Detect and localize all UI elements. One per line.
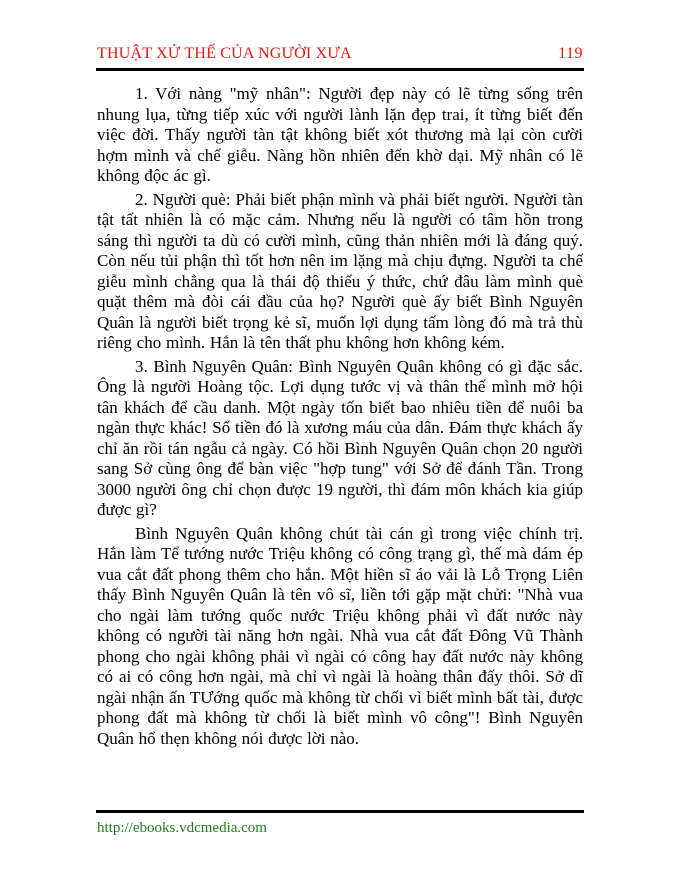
page-number: 119	[558, 45, 583, 62]
paragraph-1: 1. Với nàng "mỹ nhân": Người đẹp này có lẽ từng sống trên nhung lụa, từng tiếp xúc với người lành lặn đẹp trai, ít từng biết đến việc đời. Thấy người tàn tật không biết xót thương mà lại còn cười hợm mình và chế giễu. Nàng hồn nhiên đến khờ dại. Mỹ nhân có lẽ không độc ác gì.	[97, 84, 583, 185]
page-header	[97, 44, 583, 63]
paragraph-4: Bình Nguyên Quân không chút tài cán gì trong việc chính trị. Hắn làm Tể tướng nước Triệu không có công trạng gì, thế mà dám ép vua cắt đất phong thêm cho hắn. Một hiền sĩ áo vải là Lỗ Trọng Liên thấy Bình Nguyên Quân là tên vô sĩ, liền tới gặp mặt chửi: "Nhà vua cho ngài làm tướng quốc nước Triệu không phải vì đất nước này không có người tài năng hơn ngài. Nhà vua cắt đất Đông Vũ Thành phong cho ngài không phải vì ngài có công hay đất nước này không có ai có công hơn ngài, mà chỉ vì ngài là hoàng thân đấy thôi. Sở dĩ ngài nhận ấn TƯớng quốc mà không từ chối vì biết mình bất tài, được phong đất mà không từ chối là biết mình vô công"! Bình Nguyên Quân hổ thẹn không nói được lời nào.	[97, 523, 583, 748]
footer-url-link[interactable]: http://ebooks.vdcmedia.com	[97, 820, 267, 836]
running-title: THUẬT XỬ THẾ CỦA NGƯỜI XƯA	[97, 45, 352, 62]
footer-rule	[96, 810, 584, 813]
header-rule	[96, 68, 584, 71]
page-body	[97, 84, 583, 752]
paragraph-3: 3. Bình Nguyên Quân: Bình Nguyên Quân không có gì đặc sắc. Ông là người Hoàng tộc. Lợi dụng tước vị và thân thế mình mở hội tân khách để cầu danh. Một ngày tốn biết bao nhiêu tiền để nuôi ba ngàn thực khác! Số tiền đó là xương máu của dân. Đám thực khách ấy chỉ ăn rồi tán ngẫu cả ngày. Có hồi Bình Nguyên Quân chọn 20 người sang Sở cùng ông để bàn việc "hợp tung" với Sở để đánh Tần. Trong 3000 người ông chỉ chọn được 19 người, thì đám môn khách kia giúp được gì?	[97, 356, 583, 519]
paragraph-2: 2. Người què: Phải biết phận mình và phải biết người. Người tàn tật tất nhiên là có mặc cảm. Nhưng nếu là người có tâm hồn trong sáng thì người ta dù có cười mình, cũng thản nhiên mới là đáng quý. Còn nếu tủi phận thì tốt hơn nên im lặng mà chịu đựng. Người ta chế giễu mình chẳng qua là thái độ thiếu ý thức, chứ đâu làm mình què quặt thêm mà đòi cái đầu của họ? Người què ấy biết Bình Nguyên Quân là người biết trọng kẻ sĩ, muốn lợi dụng tấm lòng đó mà trả thù riêng cho mình. Hắn là tên thất phu không hơn không kém.	[97, 189, 583, 352]
